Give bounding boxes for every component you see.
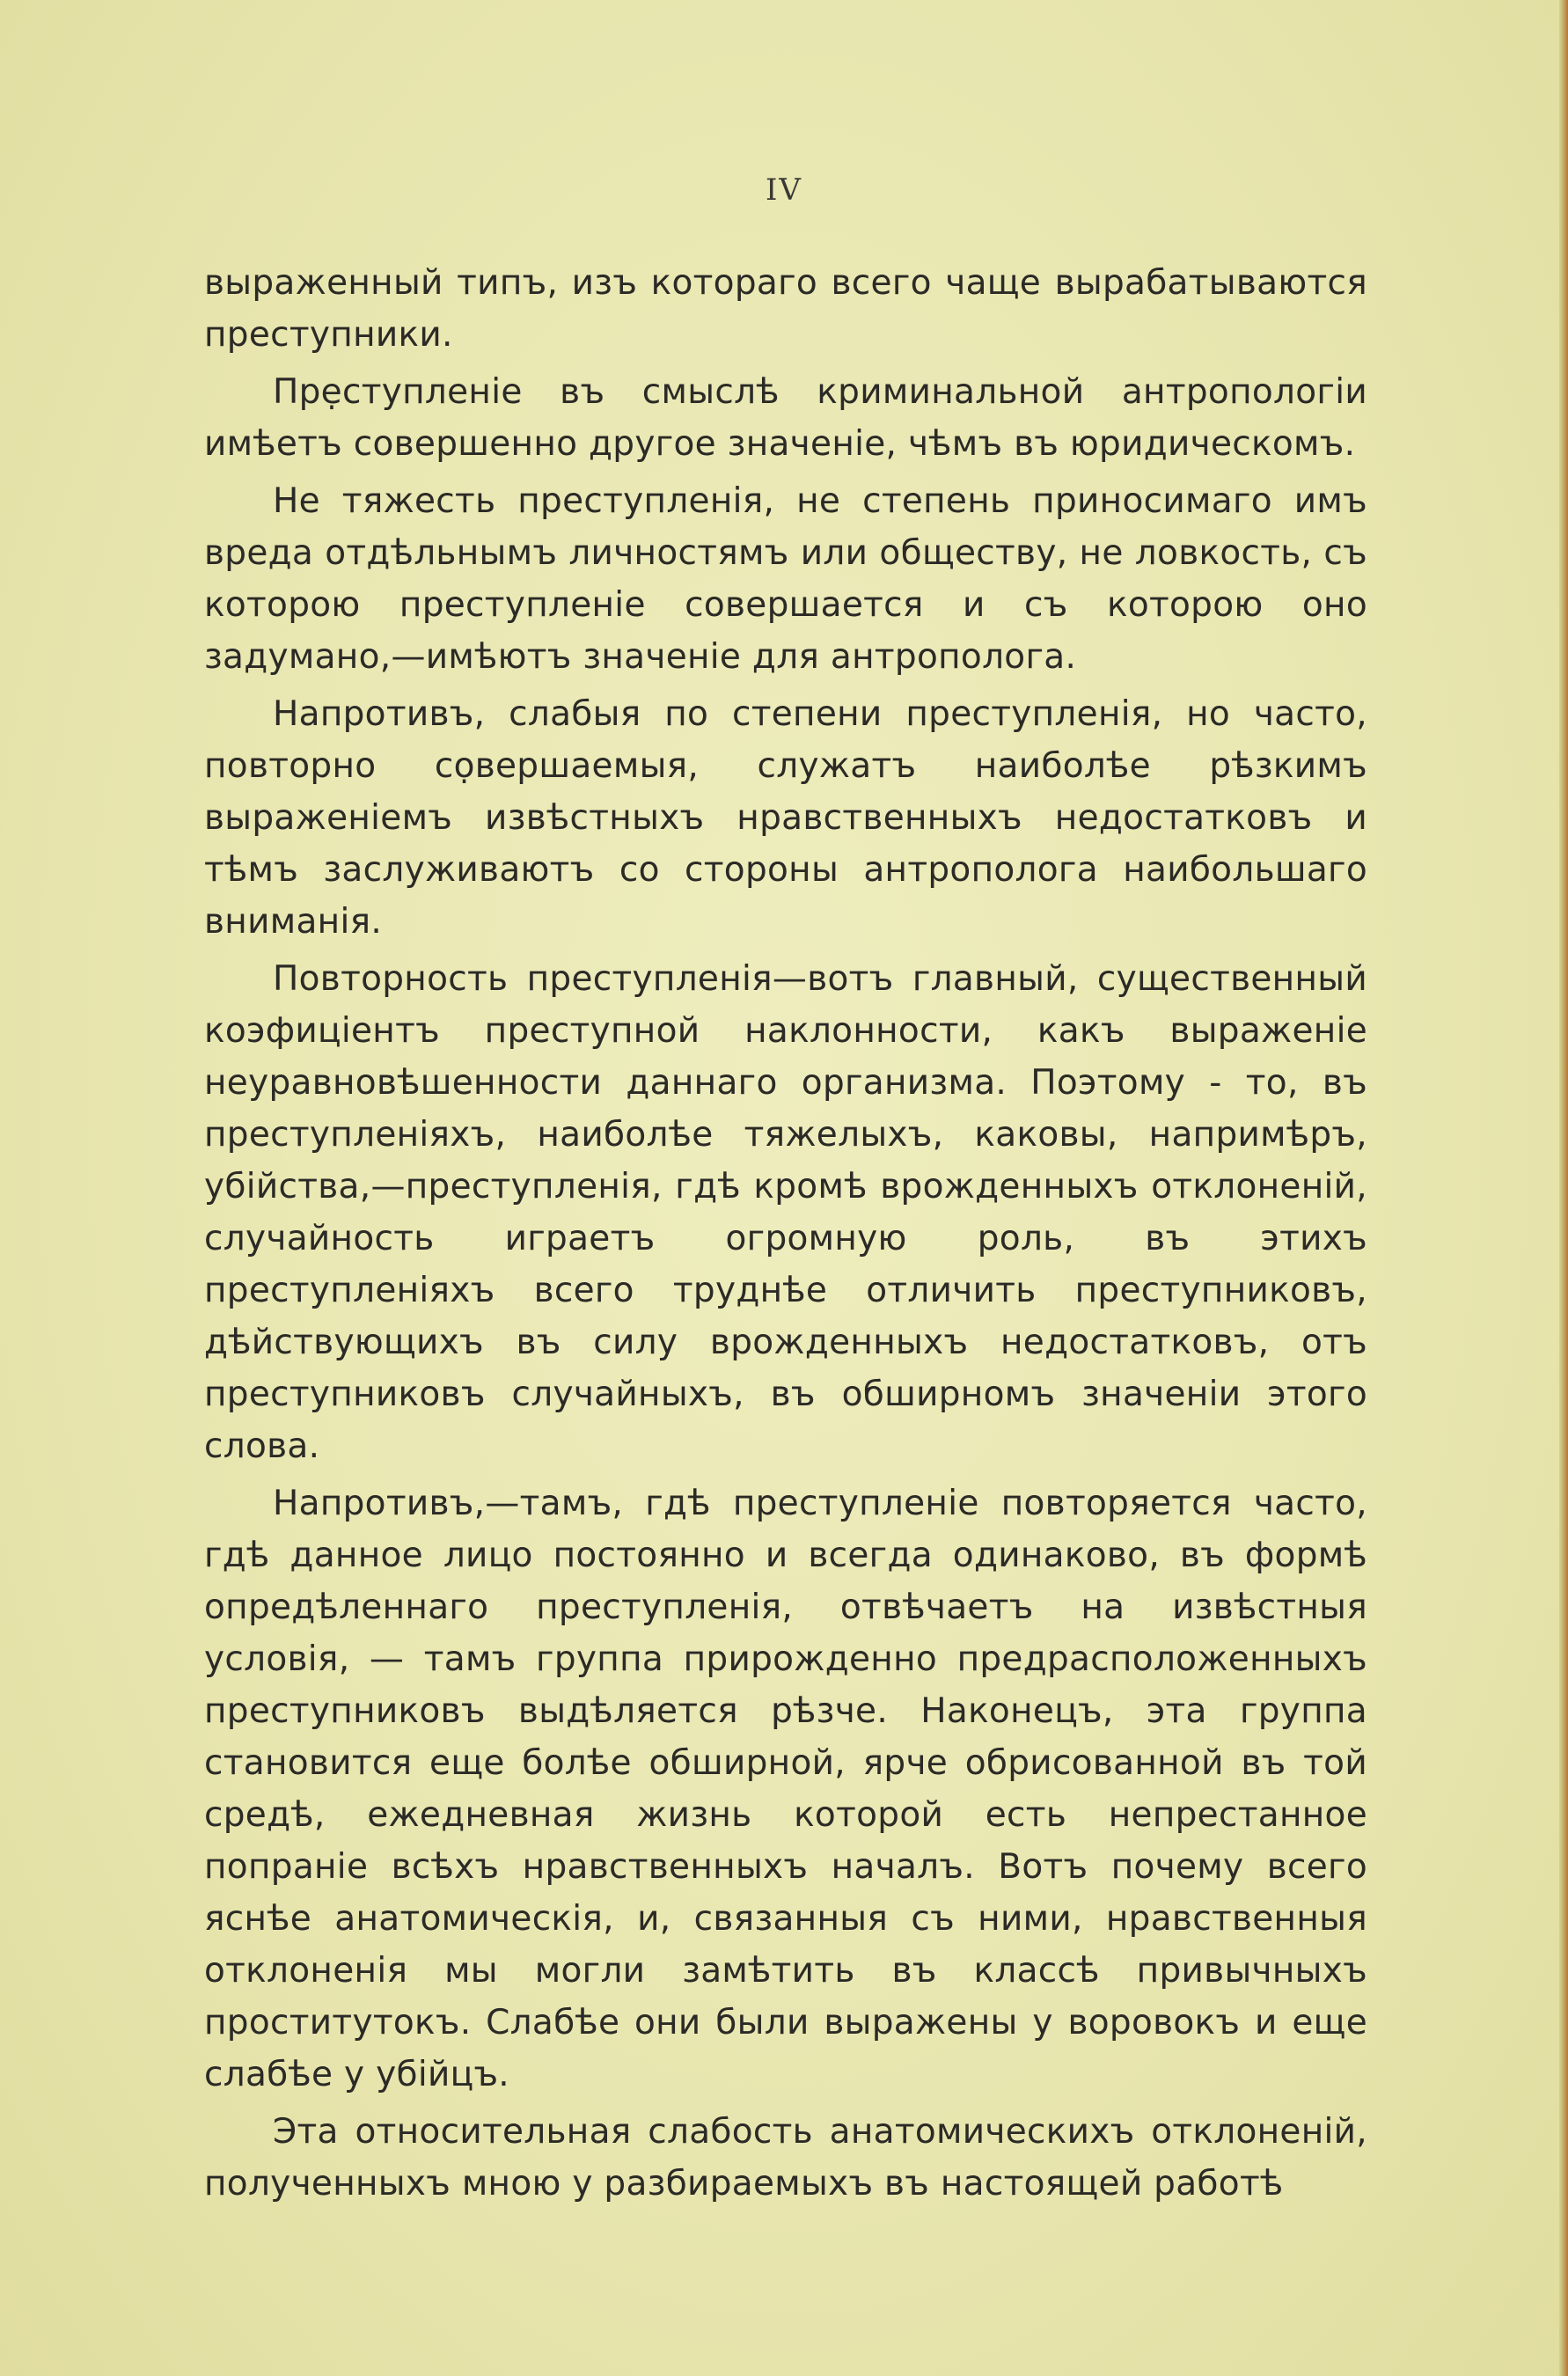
paragraph-weakness: Эта относительная слабость анатомическихъ отклоненій, полученныхъ мною у разбираемыхъ въ настоящей работѣ: [204, 2112, 1367, 2204]
paragraph-crime-meaning: Прẹступленіе въ смыслѣ криминальной антропологіи имѣетъ совершенно другое значеніе, чѣмъ въ юридическомъ.: [204, 372, 1367, 464]
paragraph-groups: Напротивъ,—тамъ, гдѣ преступленіе повторяется часто, гдѣ данное лицо постоянно и всегда одинаково, въ формѣ опредѣленнаго преступленія, отвѣчаетъ на извѣстныя условія, — тамъ группа прирожденно предрасположенныхъ преступниковъ выдѣляется рѣзче. Наконецъ, эта группа становится еще болѣе обширной, ярче обрисованной въ той средѣ, ежедневная жизнь которой есть непрестанное попраніе всѣхъ нравственныхъ началъ. Вотъ почему всего яснѣе анатомическія, и, связанныя съ ними, нравственныя отклоненія мы могли замѣтить въ классѣ привычныхъ проститутокъ. Слабѣе они были выражены у воровокъ и еще слабѣе у убійцъ.: [204, 1484, 1367, 2094]
page-edge: [1559, 0, 1568, 2376]
body-text: [204, 257, 1367, 2210]
page-number: IV: [766, 172, 802, 208]
paragraph-repeated-crimes: Напротивъ, слабыя по степени преступленія, но часто, повторно сọвершаемыя, служатъ наиболѣе рѣзкимъ выраженіемъ извѣстныхъ нравственныхъ недостатковъ и тѣмъ заслуживаютъ со стороны антрополога наибольшаго вниманія.: [204, 694, 1367, 942]
paragraph-continuation: выраженный типъ, изъ котораго всего чаще вырабатываются преступники.: [204, 263, 1367, 355]
paragraph-repetition: Повторность преступленія—вотъ главный, существенный коэфиціентъ преступной наклонности, какъ выраженіе неуравновѣшенности даннаго организма. Поэтому - то, въ преступленіяхъ, наиболѣе тяжелыхъ, каковы, напримѣръ, убійства,—преступленія, гдѣ кромѣ врожденныхъ отклоненій, случайность играетъ огромную роль, въ этихъ преступленіяхъ всего труднѣе отличить преступниковъ, дѣйствующихъ въ силу врожденныхъ недостатковъ, отъ преступниковъ случайныхъ, въ обширномъ значеніи этого слова.: [204, 959, 1367, 1466]
paragraph-severity: Не тяжесть преступленія, не степень приносимаго имъ вреда отдѣльнымъ личностямъ или обществу, не ловкость, съ которою преступленіе совершается и съ которою оно задумано,—имѣютъ значеніе для антрополога.: [204, 481, 1367, 677]
